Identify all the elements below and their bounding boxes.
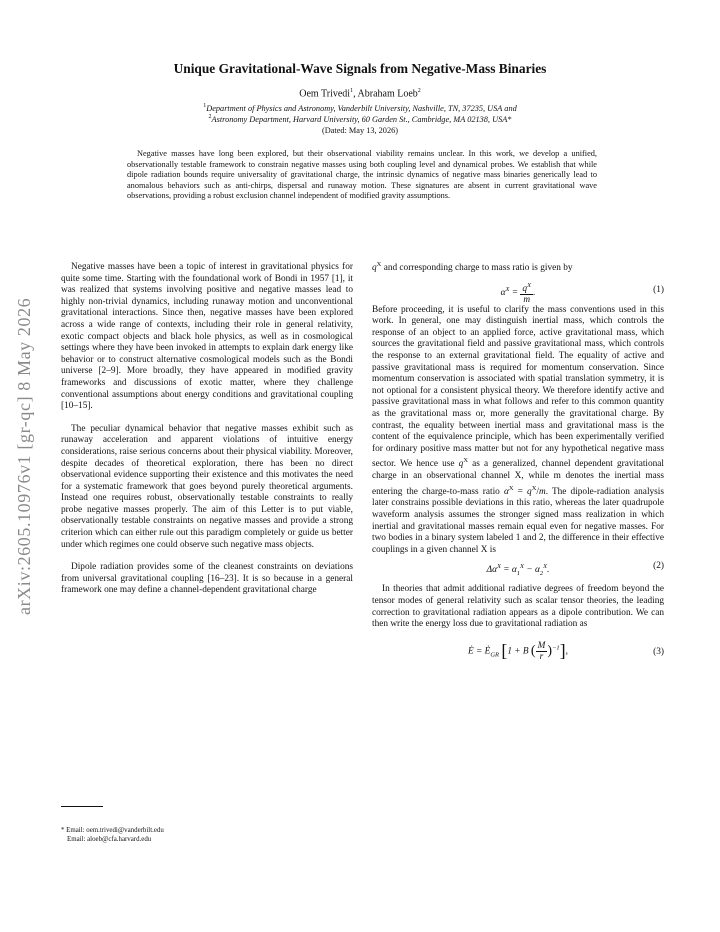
right-column	[372, 259, 664, 671]
affiliation-line: $^2$Astronomy Department, Harvard University, 60 Garden St., Cambridge, MA 02138, USA*	[208, 114, 512, 124]
equation-1: $\alpha^X$ = $\frac{q^X}{m}$ . (1)	[500, 281, 664, 305]
body-paragraph: Dipole radiation provides some of the cleanest constraints on deviations from universal gravitational coupling [16–23]. It is so because in a general framework one may define a channel-dependent gravitational charge	[61, 562, 353, 596]
equation-number: (2)	[653, 561, 664, 572]
equation-number: (3)	[653, 646, 664, 657]
equation-2: $\Delta\alpha^X = \alpha_1^X - \alpha_2^X$. (2)	[486, 561, 664, 578]
equation-3: Ė = $Ė_{GR}$ [1 + B ( $\frac{M}{r}$ )$^{-1}$], (3)	[468, 640, 664, 662]
footnote-rule	[61, 806, 103, 807]
abstract: Negative masses have long been explored, but their observational viability remains unclear. In this work, we develop a unified, observationally testable framework to constrain negative masses using both coupling level and dynamical probes. We establish that while dipole radiation bounds require universality of gravitational charge, the intrinsic dynamics of negative mass binaries generically lead to anomalous behaviors such as anti-chirps, dispersal and runaway motion. These signatures are absent in current gravitational wave observations, providing a robust exclusion channel independent of modified gravity assumptions.	[127, 149, 597, 201]
author-affil-mark: 2	[417, 88, 421, 94]
left-column	[61, 262, 353, 597]
body-paragraph: Before proceeding, it is useful to clarify the mass conventions used in this work. In general, one may distinguish inertial mass, which controls the response of an object to an applied force, active gravitational mass, which sources the gravitational field and passive gravitational mass, which controls the response to an external gravitational field. The equality of active and passive gravitational mass is required for momentum conservation. Since momentum conservation is associated with spatial translation symmetry, it is not optional for a consistent physical theory. We therefore identify active and passive gravitational mass in what follows and refer to this common quantity as the gravitational mass or, more generally the gravitational charge. By contrast, the equality between inertial mass and gravitational mass is the content of the equivalence principle, which has been experimentally verified for ordinary positive mass matter but not for any hypothetical negative mass sector. We hence use $q^X$ as a generalized, channel dependent gravitational charge in an observational channel X, while m denotes the inertial mass entering the charge-to-mass ratio $\alpha^X = q^X/m$. The dipole-radiation analysis later constrains possible deviations in this ratio, whereas the later quadrupole waveform analysis assumes the stronger signed mass realization in which inertial and gravitational masses remain equal even for negative masses. For two bodies in a binary system labeled 1 and 2, the difference in their effective couplings in a given channel X is	[372, 304, 665, 555]
body-paragraph: Negative masses have been a topic of interest in gravitational physics for quite some time. Starting with the foundational work of Bondi in 1957 [1], it was realized that systems involving positive and negative masses lead to highly non-trivial dynamics, including runaway motion and unconventional gravitational interactions. Since then, negative masses have been explored across a wide range of contexts, including their role in general relativity, exotic compact objects and black hole physics, as well as in cosmological settings where they have been invoked in attempts to explain dark energy like behavior or to construct alternative cosmological models such as the Bondi universe [2–9]. More broadly, they have appeared in modified gravity frameworks and discussions of exotic matter, where they challenge conventional assumptions about energy conditions and gravitational coupling [10–15].	[61, 262, 353, 412]
author-list: Oem Trivedi$^1$, Abraham Loeb$^2$	[299, 88, 421, 100]
author-affil-mark: 1	[350, 88, 354, 94]
paper-title: Unique Gravitational-Wave Signals from Negative-Mass Binaries	[173, 61, 547, 76]
footnote-email: * Email: oem.trivedi@vanderbilt.edu	[61, 827, 164, 834]
author-name: Abraham Loeb	[357, 88, 418, 100]
equation-number: (1)	[653, 284, 664, 295]
arxiv-identifier: arXiv:2605.10976v1 [gr-qc] 8 May 2026	[14, 297, 34, 615]
footnotes	[61, 826, 164, 845]
body-paragraph: The peculiar dynamical behavior that negative masses exhibit such as runaway acceleration and apparent violations of intuitive energy considerations, raise serious concerns about their physical viability. Moreover, despite decades of theoretical exploration, there has been no direct observational evidence supporting their existence and this motivates the need for a systematic framework that goes beyond purely theoretical arguments. Instead one requires robust, observationally testable constraints to really probe negative masses properly. The aim of this Letter is to put viable, observationally testable constraints on negative masses and provide a strong criterion which can either rule out this paradigm completely or guide us better under which regimes one could observe such negative mass objects.	[61, 423, 353, 550]
author-name: Oem Trivedi	[299, 88, 351, 100]
body-paragraph: In theories that admit additional radiative degrees of freedom beyond the tensor modes of general relativity such as scalar tensor theories, the leading correction to gravitational radiation appears as a dipole contribution. We can then write the energy loss due to gravitational radiation as	[372, 584, 664, 630]
footnote-email: Email: aloeb@cfa.harvard.edu	[67, 836, 152, 844]
date-line: (Dated: May 13, 2026)	[321, 126, 399, 135]
affiliation-line: $^1$Department of Physics and Astronomy, Vanderbilt University, Nashville, TN, 37235, USA and	[203, 103, 517, 113]
body-paragraph: $q^X$ and corresponding charge to mass ratio is given by	[372, 261, 573, 274]
